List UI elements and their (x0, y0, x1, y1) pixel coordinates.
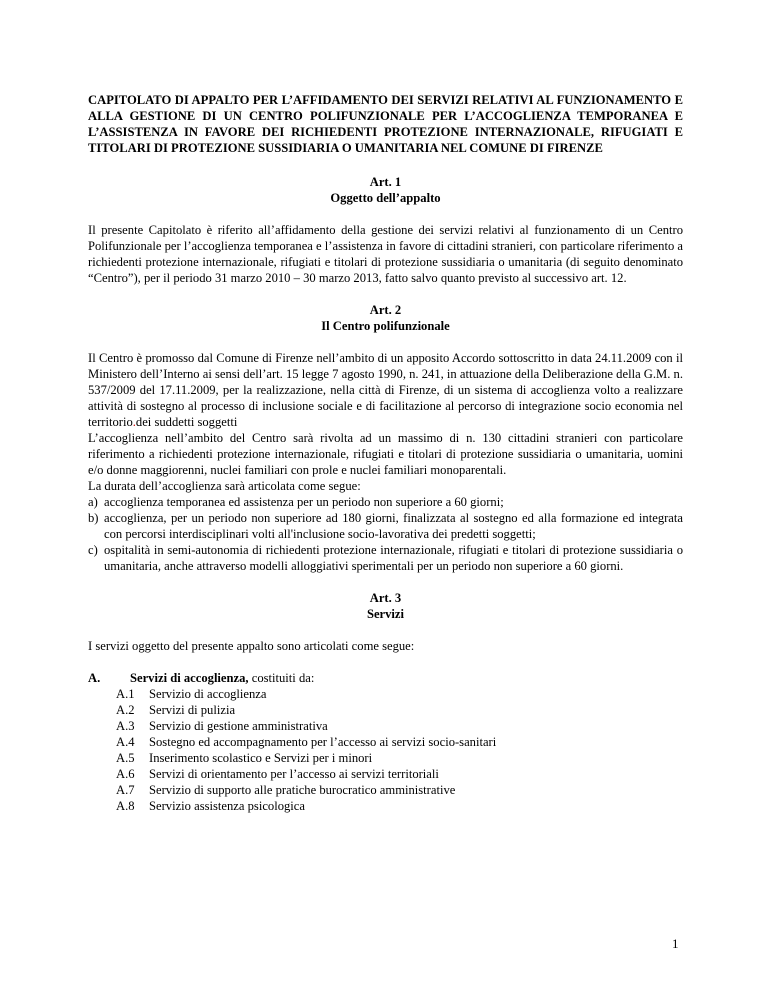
list-item-text: accoglienza, per un periodo non superiore ad 180 giorni, finalizzata al sostegno ed alla formazione ed integrata con percorsi interdisciplinari volti all'inclusione socio-lavorativa dei predetti soggetti; (104, 511, 683, 541)
sub-item (116, 766, 683, 782)
article-3-number: Art. 3 (369, 591, 402, 605)
sub-item-code: A.5 (116, 751, 135, 765)
sub-item-text: Servizi di orientamento per l’accesso ai servizi territoriali (149, 767, 439, 781)
sub-item-text: Servizio di accoglienza (149, 687, 267, 701)
document-title: CAPITOLATO DI APPALTO PER L’AFFIDAMENTO DEI SERVIZI RELATIVI AL FUNZIONAMENTO E ALLA GESTIONE DI UN CENTRO POLIFUNZIONALE PER L’ACCOGLIENZA TEMPORANEA E L’ASSISTENZA IN FAVORE DEI RICHIEDENTI PROTEZIONE INTERNAZIONALE, RIFUGIATI E TITOLARI DI PROTEZIONE SUSSIDIARIA O UMANITARIA NEL COMUNE DI FIRENZE (88, 93, 683, 155)
article-1-text: Il presente Capitolato è riferito all’affidamento della gestione dei servizi relativi al funzionamento di un Centro Polifunzionale per l’accoglienza temporanea e l’assistenza in favore di cittadini stranieri, con particolare riferimento a richiedenti protezione internazionale, rifugiati e titolari di protezione sussidiaria o umanitaria (di seguito denominato “Centro”), per il periodo 31 marzo 2010 – 30 marzo 2013, fatto salvo quanto previsto al successivo art. 12. (88, 223, 683, 285)
list-item-marker: a) (88, 495, 98, 509)
sub-item-code: A.2 (116, 703, 135, 717)
page-number: 1 (672, 936, 679, 951)
sub-item (116, 734, 683, 750)
article-2-paragraph-3: La durata dell’accoglienza sarà articolata come segue: (88, 479, 361, 493)
list-item (88, 542, 683, 574)
sub-item-code: A.1 (116, 687, 135, 701)
article-3-intro: I servizi oggetto del presente appalto sono articolati come segue: (88, 639, 415, 653)
article-2-title: Il Centro polifunzionale (321, 319, 450, 333)
section-a-label: Servizi di accoglienza, (130, 671, 249, 685)
sub-item-code: A.3 (116, 719, 135, 733)
article-2-number: Art. 2 (369, 303, 402, 317)
article-2-paragraph-1-text: Il Centro è promosso dal Comune di Firenze nell’ambito di un apposito Accordo sottoscritto in data 24.11.2009 con il Ministero dell’Interno ai sensi dell’art. 15 legge 7 agosto 1990, n. 241, in attuazione della Deliberazione della G.M. n. 537/2009 del 17.11.2009, per la realizzazione, nella città di Firenze, di un sistema di accoglienza volto a realizzare attività di sostegno al processo di inclusione sociale e di facilitazione al percorso di integrazione socio economia nel territorio (88, 351, 683, 429)
section-a-letter: A. (88, 671, 101, 685)
document-body (88, 92, 683, 814)
list-item-text: ospitalità in semi-autonomia di richiedenti protezione internazionale, rifugiati e titolari di protezione sussidiaria o umanitaria, anche attraverso modelli alloggiativi sperimentali per un periodo non superiore a 60 giorni. (104, 543, 683, 573)
article-2-paragraph-1 (88, 350, 683, 430)
article-1-title: Oggetto dell’appalto (330, 191, 441, 205)
section-a-suffix: costituiti da: (248, 671, 315, 685)
sub-item-code: A.8 (116, 799, 135, 813)
article-3-heading (88, 590, 683, 622)
article-2-heading (88, 302, 683, 334)
article-2-red-mark: . (132, 415, 136, 429)
section-a-heading (130, 670, 683, 686)
list-item (88, 494, 683, 510)
sub-item (116, 686, 683, 702)
sub-item (116, 750, 683, 766)
article-2-paragraph-2: L’accoglienza nell’ambito del Centro sarà rivolta ad un massimo di n. 130 cittadini stranieri con particolare riferimento a richiedenti protezione internazionale, rifugiati e titolari di protezione sussidiaria o umanitaria, uomini e/o donne maggiorenni, nuclei familiari con prole e nuclei familiari monoparentali. (88, 431, 683, 477)
sub-item-code: A.4 (116, 735, 135, 749)
sub-item-text: Sostegno ed accompagnamento per l’accesso ai servizi socio-sanitari (149, 735, 497, 749)
list-item (88, 510, 683, 542)
sub-item (116, 702, 683, 718)
sub-item (116, 782, 683, 798)
sub-item-text: Servizio di supporto alle pratiche burocratico amministrative (149, 783, 456, 797)
sub-item-code: A.7 (116, 783, 135, 797)
sub-item-text: Inserimento scolastico e Servizi per i minori (149, 751, 373, 765)
sub-item-code: A.6 (116, 767, 135, 781)
sub-item-text: Servizio assistenza psicologica (149, 799, 305, 813)
list-item-text: accoglienza temporanea ed assistenza per un periodo non superiore a 60 giorni; (104, 495, 504, 509)
article-1-heading (88, 174, 683, 206)
sub-item-text: Servizi di pulizia (149, 703, 236, 717)
section-a-body (116, 670, 683, 814)
list-item-marker: c) (88, 543, 98, 557)
section-a (88, 670, 683, 814)
article-2-list (88, 494, 683, 574)
article-3-title: Servizi (366, 607, 405, 621)
sub-item (116, 718, 683, 734)
sub-item-text: Servizio di gestione amministrativa (149, 719, 328, 733)
article-1-number: Art. 1 (369, 175, 402, 189)
article-2-paragraph-1-end: dei suddetti soggetti (135, 415, 238, 429)
list-item-marker: b) (88, 511, 99, 525)
sub-item (116, 798, 683, 814)
